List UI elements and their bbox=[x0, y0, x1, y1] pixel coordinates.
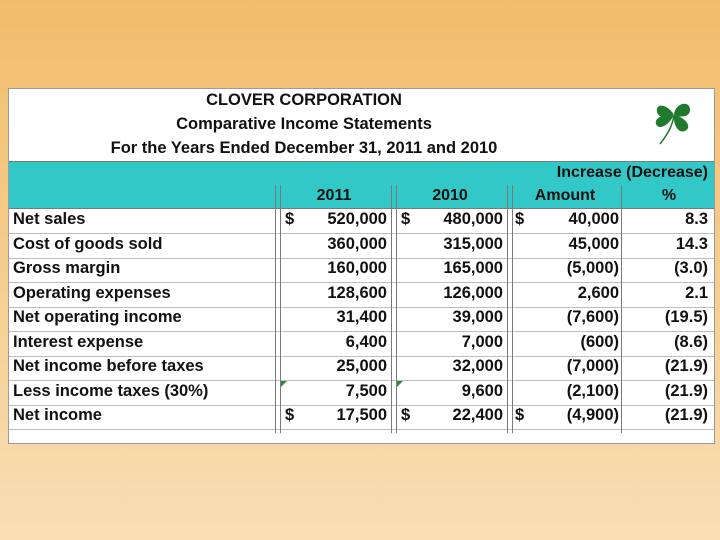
change-amount: (7,600) bbox=[566, 308, 619, 326]
table-row bbox=[9, 307, 714, 332]
value-2011: 7,500 bbox=[345, 381, 387, 400]
value-2010: 480,000 bbox=[443, 210, 503, 228]
table-row bbox=[9, 209, 714, 234]
value-2010: 9,600 bbox=[461, 381, 503, 400]
change-percent: (3.0) bbox=[674, 259, 708, 277]
row-label: Net sales bbox=[13, 210, 86, 228]
column-divider bbox=[507, 185, 513, 433]
currency-symbol: $ bbox=[401, 406, 411, 424]
col-amount-header: Amount bbox=[534, 187, 596, 204]
value-2010: 315,000 bbox=[443, 234, 503, 253]
table-row bbox=[9, 283, 714, 308]
increase-decrease-label: Increase (Decrease) bbox=[556, 164, 708, 181]
table-row bbox=[9, 258, 714, 283]
row-label: Net income before taxes bbox=[13, 357, 204, 375]
value-2010: 126,000 bbox=[443, 283, 503, 302]
currency-symbol: $ bbox=[515, 406, 525, 424]
value-2011: 160,000 bbox=[327, 259, 387, 277]
statement-title: Comparative Income Statements bbox=[176, 115, 432, 133]
value-2010: 32,000 bbox=[452, 357, 503, 375]
value-2010: 22,400 bbox=[452, 406, 503, 424]
change-percent: 14.3 bbox=[675, 234, 708, 253]
change-amount: 45,000 bbox=[568, 234, 619, 253]
col-percent-header: % bbox=[661, 187, 677, 204]
change-amount: (5,000) bbox=[566, 259, 619, 277]
table-row bbox=[9, 234, 714, 259]
row-label: Interest expense bbox=[13, 332, 144, 351]
change-percent: (21.9) bbox=[664, 406, 708, 424]
value-2011: 128,600 bbox=[327, 283, 387, 302]
row-label: Cost of goods sold bbox=[13, 234, 163, 253]
value-2010: 7,000 bbox=[461, 332, 503, 351]
table-row bbox=[9, 332, 714, 357]
value-2010: 39,000 bbox=[452, 308, 503, 326]
clover-icon bbox=[649, 95, 699, 147]
table-row bbox=[9, 381, 714, 406]
row-label: Net operating income bbox=[13, 308, 182, 326]
change-percent: (21.9) bbox=[664, 357, 708, 375]
change-percent: (19.5) bbox=[664, 308, 708, 326]
change-percent: (8.6) bbox=[674, 332, 708, 351]
row-label: Operating expenses bbox=[13, 283, 171, 302]
value-2011: 520,000 bbox=[327, 210, 387, 228]
company-name: CLOVER CORPORATION bbox=[206, 91, 402, 109]
column-header-row bbox=[9, 185, 714, 209]
value-2011: 17,500 bbox=[336, 406, 387, 424]
cell-comment-marker bbox=[397, 381, 403, 387]
table-row bbox=[9, 356, 714, 381]
row-label: Less income taxes (30%) bbox=[13, 381, 209, 400]
change-percent: (21.9) bbox=[664, 381, 708, 400]
cell-comment-marker bbox=[281, 381, 287, 387]
value-2011: 25,000 bbox=[336, 357, 387, 375]
change-amount: (4,900) bbox=[566, 406, 619, 424]
currency-symbol: $ bbox=[401, 210, 411, 228]
change-amount: 40,000 bbox=[568, 210, 619, 228]
change-percent: 2.1 bbox=[685, 283, 708, 302]
col-2010-header: 2010 bbox=[432, 187, 468, 204]
change-percent: 8.3 bbox=[685, 210, 708, 228]
col-2011-header: 2011 bbox=[316, 187, 352, 204]
increase-decrease-band bbox=[9, 161, 714, 187]
change-amount: 2,600 bbox=[577, 283, 619, 302]
currency-symbol: $ bbox=[285, 406, 295, 424]
value-2010: 165,000 bbox=[443, 259, 503, 277]
currency-symbol: $ bbox=[285, 210, 295, 228]
income-statement-sheet bbox=[8, 88, 715, 444]
value-2011: 31,400 bbox=[336, 308, 387, 326]
statement-period: For the Years Ended December 31, 2011 and 2010 bbox=[110, 139, 498, 157]
row-label: Gross margin bbox=[13, 259, 121, 277]
row-label: Net income bbox=[13, 406, 102, 424]
currency-symbol: $ bbox=[515, 210, 525, 228]
column-divider bbox=[621, 185, 622, 433]
change-amount: (2,100) bbox=[566, 381, 619, 400]
value-2011: 6,400 bbox=[345, 332, 387, 351]
change-amount: (7,000) bbox=[566, 357, 619, 375]
column-divider bbox=[391, 185, 397, 433]
column-divider bbox=[275, 185, 281, 433]
change-amount: (600) bbox=[580, 332, 619, 351]
table-row bbox=[9, 405, 714, 430]
value-2011: 360,000 bbox=[327, 234, 387, 253]
